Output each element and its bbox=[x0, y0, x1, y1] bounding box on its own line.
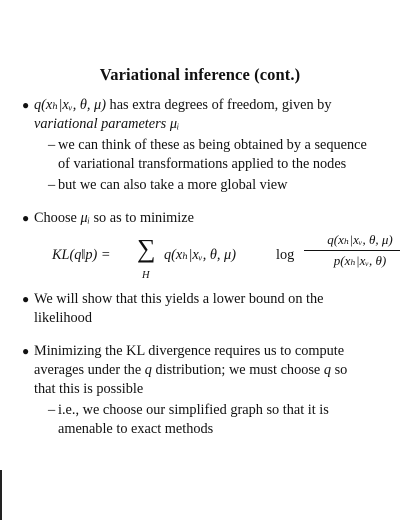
formula-fraction bbox=[304, 232, 400, 269]
formula-lhs: KL(q‖p) = bbox=[52, 247, 111, 263]
bullet-4-text2: distribution; we must choose bbox=[151, 362, 324, 378]
bullet-1-line bbox=[34, 97, 331, 132]
fraction-bar bbox=[304, 250, 400, 251]
bullet-2-text: Choose bbox=[34, 210, 81, 226]
bullet-1-emph: variational parameters bbox=[34, 116, 167, 132]
sub-dash: – bbox=[48, 177, 56, 193]
bullet-1-sub-1 bbox=[34, 136, 367, 174]
bullet-1-text: has extra degrees of freedom, given by bbox=[105, 97, 332, 113]
bullet-4-sub-1 bbox=[34, 401, 367, 439]
bullet-4-math2: q bbox=[323, 362, 332, 378]
bullet-3 bbox=[22, 290, 367, 328]
bullet-1-sub-1-text: we can think of these as being obtained by a sequence of variational transformations applied to the nodes bbox=[58, 137, 367, 172]
bullet-3-text: We will show that this yields a lower bound on the likelihood bbox=[34, 291, 324, 326]
bullet-1-math: q(xₕ|xᵥ, θ, μ) bbox=[34, 97, 106, 113]
bullet-4-text3: so that this is possible bbox=[34, 362, 348, 397]
formula-term: q(xₕ|xᵥ, θ, μ) bbox=[164, 247, 236, 263]
bullet-2-text2: so as to minimize bbox=[89, 210, 194, 226]
left-edge-mark bbox=[0, 470, 2, 520]
bullet-4-text: Minimizing the KL divergence requires us to compute averages under the bbox=[34, 343, 345, 378]
sub-dash: – bbox=[48, 402, 56, 418]
formula-numerator: q(xₕ|xᵥ, θ, μ) bbox=[327, 232, 393, 247]
bullet-1-sub-2 bbox=[34, 176, 367, 195]
bullet-dot: ● bbox=[22, 292, 30, 306]
bullet-1 bbox=[22, 96, 367, 195]
bullet-dot: ● bbox=[22, 98, 30, 112]
bullet-1-math2: μᵢ bbox=[166, 116, 180, 132]
bullet-dot: ● bbox=[22, 211, 30, 225]
bullet-2-math: μᵢ bbox=[80, 210, 90, 226]
summation-symbol: ∑ bbox=[137, 234, 156, 263]
formula-log: log bbox=[276, 247, 295, 263]
kl-formula bbox=[22, 232, 393, 281]
bullet-2 bbox=[22, 209, 367, 228]
summation-subscript: H bbox=[142, 270, 150, 281]
bullet-dot: ● bbox=[22, 344, 30, 358]
bullet-1-sub-2-text: but we can also take a more global view bbox=[58, 177, 288, 193]
slide-content bbox=[22, 96, 393, 453]
formula-denominator: p(xₕ|xᵥ, θ) bbox=[333, 253, 387, 268]
bullet-4 bbox=[22, 342, 367, 439]
slide-title: Variational inference (cont.) bbox=[99, 65, 301, 84]
sub-dash: – bbox=[48, 137, 56, 153]
bullet-4-sub-1-text: i.e., we choose our simplified graph so that it is amenable to exact methods bbox=[58, 402, 329, 437]
bullet-4-math: q bbox=[144, 362, 152, 378]
